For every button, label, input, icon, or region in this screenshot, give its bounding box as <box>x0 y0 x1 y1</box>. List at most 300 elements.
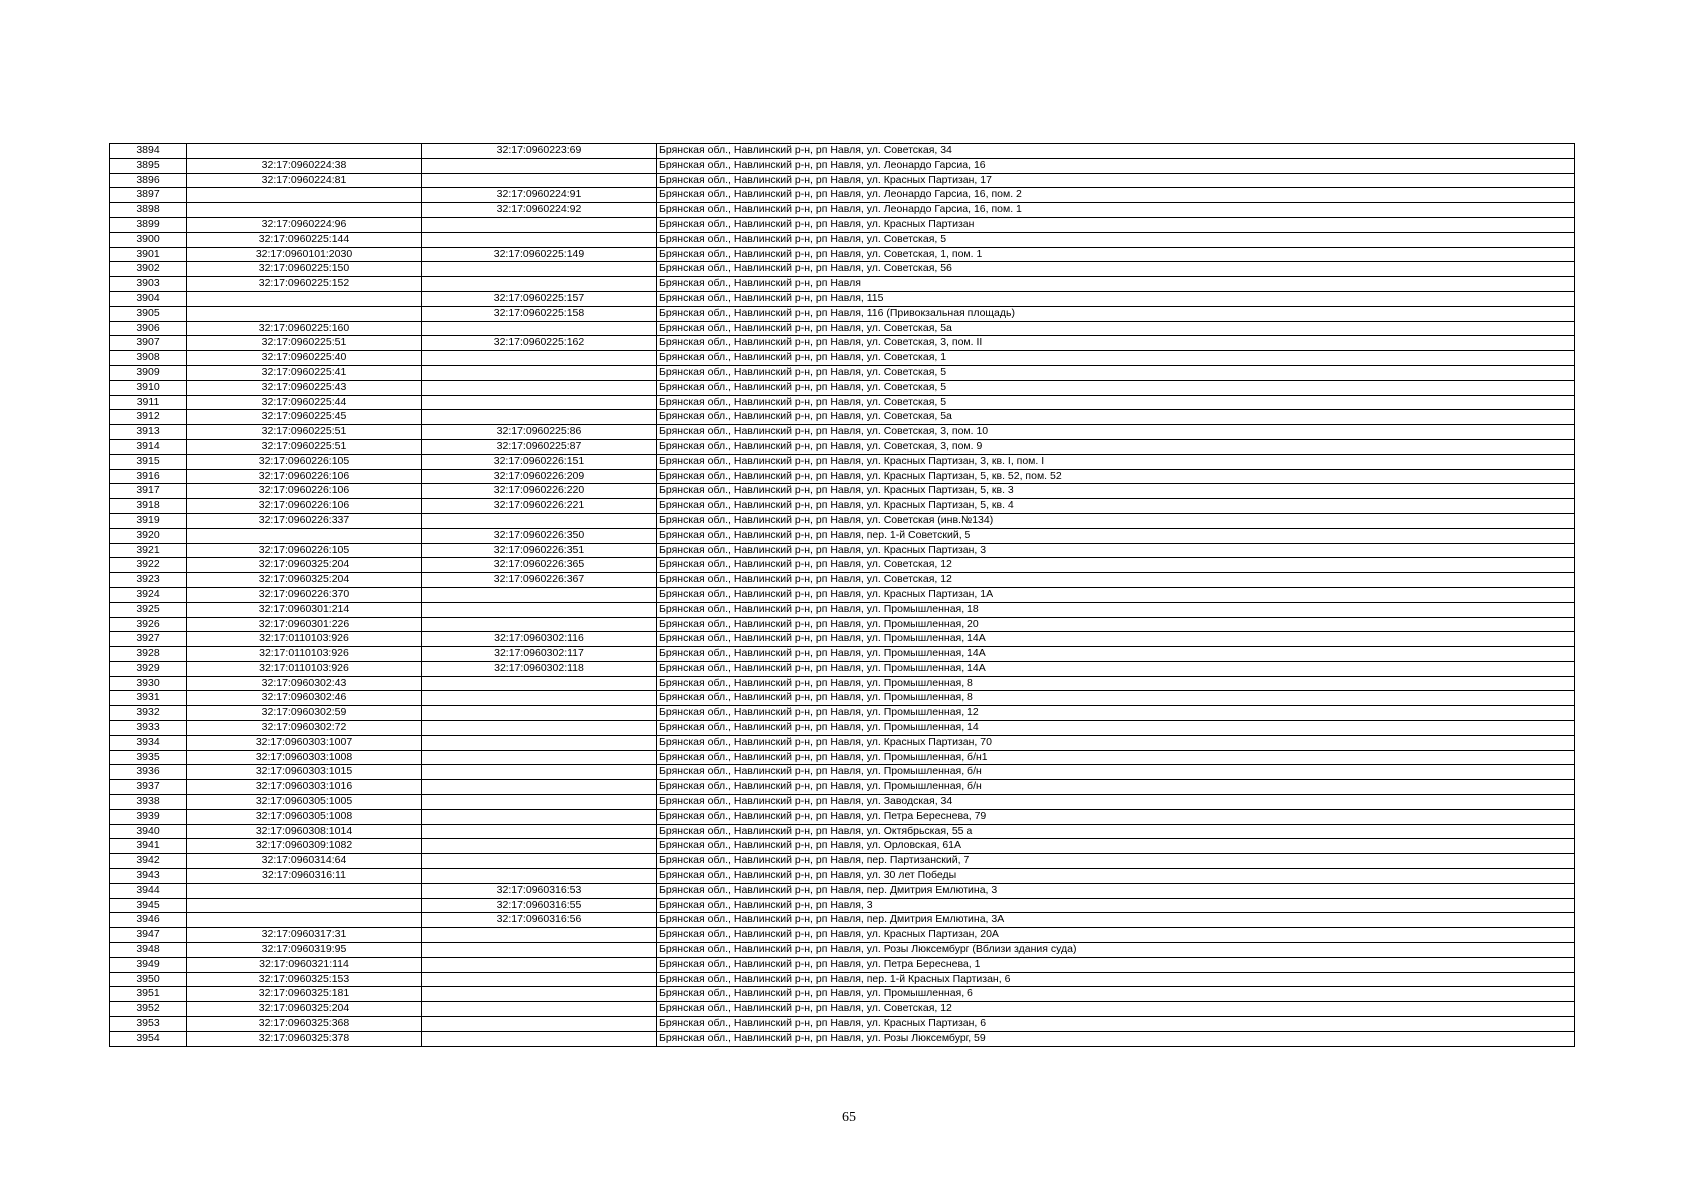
row-number-cell: 3949 <box>110 957 187 972</box>
land-cadastral-number-cell: 32:17:0960303:1016 <box>187 780 422 795</box>
property-table-body <box>110 144 1575 1047</box>
address-cell: Брянская обл., Навлинский р-н, рп Навля, ул. Советская, 1, пом. 1 <box>657 247 1575 262</box>
address-cell: Брянская обл., Навлинский р-н, рп Навля, ул. Заводская, 34 <box>657 795 1575 810</box>
building-cadastral-number-cell: 32:17:0960225:86 <box>422 425 657 440</box>
table-row <box>110 765 1575 780</box>
building-cadastral-number-cell <box>422 957 657 972</box>
table-row <box>110 943 1575 958</box>
address-cell: Брянская обл., Навлинский р-н, рп Навля, ул. Советская, 12 <box>657 558 1575 573</box>
building-cadastral-number-cell <box>422 173 657 188</box>
land-cadastral-number-cell: 32:17:0960225:44 <box>187 395 422 410</box>
address-cell: Брянская обл., Навлинский р-н, рп Навля, ул. Промышленная, 20 <box>657 617 1575 632</box>
address-cell: Брянская обл., Навлинский р-н, рп Навля, ул. Советская, 12 <box>657 1002 1575 1017</box>
table-row <box>110 602 1575 617</box>
address-cell: Брянская обл., Навлинский р-н, рп Навля, ул. Советская, 5 <box>657 380 1575 395</box>
land-cadastral-number-cell: 32:17:0960226:106 <box>187 469 422 484</box>
land-cadastral-number-cell <box>187 291 422 306</box>
address-cell: Брянская обл., Навлинский р-н, рп Навля, ул. Красных Партизан, 3 <box>657 543 1575 558</box>
table-row <box>110 528 1575 543</box>
land-cadastral-number-cell <box>187 883 422 898</box>
land-cadastral-number-cell: 32:17:0960319:95 <box>187 943 422 958</box>
land-cadastral-number-cell <box>187 203 422 218</box>
building-cadastral-number-cell <box>422 262 657 277</box>
table-row <box>110 735 1575 750</box>
building-cadastral-number-cell: 32:17:0960224:91 <box>422 188 657 203</box>
building-cadastral-number-cell: 32:17:0960223:69 <box>422 144 657 159</box>
row-number-cell: 3904 <box>110 291 187 306</box>
table-row <box>110 351 1575 366</box>
row-number-cell: 3950 <box>110 972 187 987</box>
land-cadastral-number-cell: 32:17:0960302:43 <box>187 676 422 691</box>
row-number-cell: 3931 <box>110 691 187 706</box>
building-cadastral-number-cell <box>422 410 657 425</box>
building-cadastral-number-cell: 32:17:0960302:117 <box>422 647 657 662</box>
land-cadastral-number-cell: 32:17:0960225:160 <box>187 321 422 336</box>
land-cadastral-number-cell: 32:17:0960225:150 <box>187 262 422 277</box>
address-cell: Брянская обл., Навлинский р-н, рп Навля, ул. Розы Люксембург, 59 <box>657 1031 1575 1046</box>
land-cadastral-number-cell: 32:17:0960225:51 <box>187 439 422 454</box>
building-cadastral-number-cell <box>422 1002 657 1017</box>
land-cadastral-number-cell: 32:17:0960305:1005 <box>187 795 422 810</box>
table-row <box>110 262 1575 277</box>
land-cadastral-number-cell: 32:17:0960325:153 <box>187 972 422 987</box>
table-row <box>110 883 1575 898</box>
table-row <box>110 395 1575 410</box>
building-cadastral-number-cell: 32:17:0960226:151 <box>422 454 657 469</box>
building-cadastral-number-cell <box>422 750 657 765</box>
address-cell: Брянская обл., Навлинский р-н, рп Навля, ул. Красных Партизан, 3, кв. I, пом. I <box>657 454 1575 469</box>
address-cell: Брянская обл., Навлинский р-н, рп Навля, ул. Советская, 3, пом. II <box>657 336 1575 351</box>
table-row <box>110 928 1575 943</box>
row-number-cell: 3905 <box>110 306 187 321</box>
land-cadastral-number-cell: 32:17:0960309:1082 <box>187 839 422 854</box>
row-number-cell: 3926 <box>110 617 187 632</box>
land-cadastral-number-cell: 32:17:0110103:926 <box>187 647 422 662</box>
row-number-cell: 3936 <box>110 765 187 780</box>
building-cadastral-number-cell: 32:17:0960226:367 <box>422 573 657 588</box>
row-number-cell: 3923 <box>110 573 187 588</box>
address-cell: Брянская обл., Навлинский р-н, рп Навля, ул. Розы Люксембург (Вблизи здания суда) <box>657 943 1575 958</box>
row-number-cell: 3922 <box>110 558 187 573</box>
building-cadastral-number-cell: 32:17:0960225:157 <box>422 291 657 306</box>
building-cadastral-number-cell: 32:17:0960226:221 <box>422 499 657 514</box>
land-cadastral-number-cell: 32:17:0110103:926 <box>187 661 422 676</box>
row-number-cell: 3934 <box>110 735 187 750</box>
table-row <box>110 617 1575 632</box>
building-cadastral-number-cell <box>422 735 657 750</box>
building-cadastral-number-cell <box>422 365 657 380</box>
row-number-cell: 3941 <box>110 839 187 854</box>
address-cell: Брянская обл., Навлинский р-н, рп Навля, ул. Советская, 5а <box>657 321 1575 336</box>
row-number-cell: 3897 <box>110 188 187 203</box>
building-cadastral-number-cell: 32:17:0960225:162 <box>422 336 657 351</box>
land-cadastral-number-cell: 32:17:0960226:105 <box>187 543 422 558</box>
row-number-cell: 3954 <box>110 1031 187 1046</box>
row-number-cell: 3933 <box>110 721 187 736</box>
land-cadastral-number-cell: 32:17:0960317:31 <box>187 928 422 943</box>
address-cell: Брянская обл., Навлинский р-н, рп Навля, ул. Красных Партизан <box>657 217 1575 232</box>
table-row <box>110 632 1575 647</box>
address-cell: Брянская обл., Навлинский р-н, рп Навля, ул. Леонардо Гарсиа, 16, пом. 1 <box>657 203 1575 218</box>
row-number-cell: 3896 <box>110 173 187 188</box>
table-row <box>110 750 1575 765</box>
building-cadastral-number-cell: 32:17:0960226:350 <box>422 528 657 543</box>
row-number-cell: 3930 <box>110 676 187 691</box>
row-number-cell: 3911 <box>110 395 187 410</box>
building-cadastral-number-cell: 32:17:0960226:351 <box>422 543 657 558</box>
table-row <box>110 676 1575 691</box>
address-cell: Брянская обл., Навлинский р-н, рп Навля <box>657 277 1575 292</box>
row-number-cell: 3900 <box>110 232 187 247</box>
row-number-cell: 3913 <box>110 425 187 440</box>
address-cell: Брянская обл., Навлинский р-н, рп Навля, ул. 30 лет Победы <box>657 869 1575 884</box>
address-cell: Брянская обл., Навлинский р-н, рп Навля, ул. Леонардо Гарсиа, 16, пом. 2 <box>657 188 1575 203</box>
building-cadastral-number-cell <box>422 972 657 987</box>
address-cell: Брянская обл., Навлинский р-н, рп Навля, ул. Советская, 1 <box>657 351 1575 366</box>
table-row <box>110 809 1575 824</box>
address-cell: Брянская обл., Навлинский р-н, рп Навля, ул. Советская, 3, пом. 9 <box>657 439 1575 454</box>
row-number-cell: 3901 <box>110 247 187 262</box>
building-cadastral-number-cell <box>422 277 657 292</box>
row-number-cell: 3909 <box>110 365 187 380</box>
address-cell: Брянская обл., Навлинский р-н, рп Навля, 3 <box>657 898 1575 913</box>
table-row <box>110 499 1575 514</box>
address-cell: Брянская обл., Навлинский р-н, рп Навля, пер. 1-й Советский, 5 <box>657 528 1575 543</box>
address-cell: Брянская обл., Навлинский р-н, рп Навля, ул. Промышленная, 8 <box>657 691 1575 706</box>
land-cadastral-number-cell: 32:17:0960325:204 <box>187 558 422 573</box>
row-number-cell: 3910 <box>110 380 187 395</box>
row-number-cell: 3918 <box>110 499 187 514</box>
building-cadastral-number-cell <box>422 987 657 1002</box>
land-cadastral-number-cell: 32:17:0960225:43 <box>187 380 422 395</box>
table-row <box>110 144 1575 159</box>
building-cadastral-number-cell <box>422 721 657 736</box>
building-cadastral-number-cell <box>422 587 657 602</box>
building-cadastral-number-cell: 32:17:0960226:209 <box>422 469 657 484</box>
land-cadastral-number-cell: 32:17:0960301:226 <box>187 617 422 632</box>
address-cell: Брянская обл., Навлинский р-н, рп Навля, ул. Красных Партизан, 17 <box>657 173 1575 188</box>
building-cadastral-number-cell <box>422 839 657 854</box>
land-cadastral-number-cell: 32:17:0960301:214 <box>187 602 422 617</box>
row-number-cell: 3935 <box>110 750 187 765</box>
row-number-cell: 3907 <box>110 336 187 351</box>
address-cell: Брянская обл., Навлинский р-н, рп Навля, пер. Дмитрия Емлютина, 3 <box>657 883 1575 898</box>
land-cadastral-number-cell: 32:17:0960226:105 <box>187 454 422 469</box>
table-row <box>110 869 1575 884</box>
table-row <box>110 380 1575 395</box>
table-row <box>110 1002 1575 1017</box>
land-cadastral-number-cell: 32:17:0960225:144 <box>187 232 422 247</box>
row-number-cell: 3927 <box>110 632 187 647</box>
building-cadastral-number-cell <box>422 854 657 869</box>
row-number-cell: 3952 <box>110 1002 187 1017</box>
table-row <box>110 365 1575 380</box>
land-cadastral-number-cell: 32:17:0960302:72 <box>187 721 422 736</box>
building-cadastral-number-cell <box>422 809 657 824</box>
land-cadastral-number-cell: 32:17:0110103:926 <box>187 632 422 647</box>
land-cadastral-number-cell: 32:17:0960225:152 <box>187 277 422 292</box>
address-cell: Брянская обл., Навлинский р-н, рп Навля, ул. Промышленная, 8 <box>657 676 1575 691</box>
row-number-cell: 3914 <box>110 439 187 454</box>
row-number-cell: 3929 <box>110 661 187 676</box>
table-row <box>110 469 1575 484</box>
table-row <box>110 306 1575 321</box>
row-number-cell: 3919 <box>110 513 187 528</box>
address-cell: Брянская обл., Навлинский р-н, рп Навля, ул. Промышленная, 14А <box>657 632 1575 647</box>
land-cadastral-number-cell: 32:17:0960225:51 <box>187 336 422 351</box>
address-cell: Брянская обл., Навлинский р-н, рп Навля, ул. Промышленная, б/н <box>657 780 1575 795</box>
address-cell: Брянская обл., Навлинский р-н, рп Навля, ул. Промышленная, б/н1 <box>657 750 1575 765</box>
address-cell: Брянская обл., Навлинский р-н, рп Навля, ул. Красных Партизан, 6 <box>657 1017 1575 1032</box>
building-cadastral-number-cell <box>422 869 657 884</box>
row-number-cell: 3898 <box>110 203 187 218</box>
table-row <box>110 795 1575 810</box>
land-cadastral-number-cell <box>187 188 422 203</box>
land-cadastral-number-cell: 32:17:0960305:1008 <box>187 809 422 824</box>
land-cadastral-number-cell <box>187 898 422 913</box>
building-cadastral-number-cell <box>422 1031 657 1046</box>
table-row <box>110 706 1575 721</box>
address-cell: Брянская обл., Навлинский р-н, рп Навля, ул. Промышленная, 18 <box>657 602 1575 617</box>
table-row <box>110 898 1575 913</box>
building-cadastral-number-cell <box>422 706 657 721</box>
address-cell: Брянская обл., Навлинский р-н, рп Навля, пер. Партизанский, 7 <box>657 854 1575 869</box>
land-cadastral-number-cell: 32:17:0960303:1007 <box>187 735 422 750</box>
row-number-cell: 3940 <box>110 824 187 839</box>
table-row <box>110 661 1575 676</box>
row-number-cell: 3899 <box>110 217 187 232</box>
table-row <box>110 721 1575 736</box>
building-cadastral-number-cell <box>422 158 657 173</box>
building-cadastral-number-cell: 32:17:0960302:118 <box>422 661 657 676</box>
address-cell: Брянская обл., Навлинский р-н, рп Навля, пер. Дмитрия Емлютина, 3А <box>657 913 1575 928</box>
address-cell: Брянская обл., Навлинский р-н, рп Навля, 116 (Привокзальная площадь) <box>657 306 1575 321</box>
land-cadastral-number-cell: 32:17:0960302:46 <box>187 691 422 706</box>
building-cadastral-number-cell: 32:17:0960316:56 <box>422 913 657 928</box>
row-number-cell: 3945 <box>110 898 187 913</box>
table-row <box>110 217 1575 232</box>
land-cadastral-number-cell: 32:17:0960321:114 <box>187 957 422 972</box>
table-row <box>110 854 1575 869</box>
row-number-cell: 3902 <box>110 262 187 277</box>
land-cadastral-number-cell: 32:17:0960325:378 <box>187 1031 422 1046</box>
row-number-cell: 3928 <box>110 647 187 662</box>
table-row <box>110 247 1575 262</box>
land-cadastral-number-cell <box>187 528 422 543</box>
building-cadastral-number-cell: 32:17:0960225:149 <box>422 247 657 262</box>
table-row <box>110 513 1575 528</box>
table-row <box>110 824 1575 839</box>
row-number-cell: 3925 <box>110 602 187 617</box>
building-cadastral-number-cell: 32:17:0960316:53 <box>422 883 657 898</box>
building-cadastral-number-cell <box>422 380 657 395</box>
row-number-cell: 3912 <box>110 410 187 425</box>
land-cadastral-number-cell: 32:17:0960224:38 <box>187 158 422 173</box>
table-row <box>110 558 1575 573</box>
land-cadastral-number-cell: 32:17:0960224:96 <box>187 217 422 232</box>
page-number: 65 <box>842 1110 856 1125</box>
land-cadastral-number-cell: 32:17:0960226:337 <box>187 513 422 528</box>
row-number-cell: 3937 <box>110 780 187 795</box>
building-cadastral-number-cell <box>422 351 657 366</box>
building-cadastral-number-cell <box>422 691 657 706</box>
row-number-cell: 3939 <box>110 809 187 824</box>
table-row <box>110 158 1575 173</box>
row-number-cell: 3948 <box>110 943 187 958</box>
building-cadastral-number-cell <box>422 617 657 632</box>
table-row <box>110 439 1575 454</box>
address-cell: Брянская обл., Навлинский р-н, рп Навля, ул. Красных Партизан, 5, кв. 4 <box>657 499 1575 514</box>
address-cell: Брянская обл., Навлинский р-н, рп Навля, ул. Промышленная, 12 <box>657 706 1575 721</box>
row-number-cell: 3946 <box>110 913 187 928</box>
building-cadastral-number-cell <box>422 217 657 232</box>
address-cell: Брянская обл., Навлинский р-н, рп Навля, ул. Советская, 5 <box>657 232 1575 247</box>
address-cell: Брянская обл., Навлинский р-н, рп Навля, ул. Петра Береснева, 1 <box>657 957 1575 972</box>
table-row <box>110 587 1575 602</box>
row-number-cell: 3953 <box>110 1017 187 1032</box>
land-cadastral-number-cell: 32:17:0960314:64 <box>187 854 422 869</box>
address-cell: Брянская обл., Навлинский р-н, рп Навля, ул. Промышленная, 14 <box>657 721 1575 736</box>
address-cell: Брянская обл., Навлинский р-н, рп Навля, ул. Советская (инв.№134) <box>657 513 1575 528</box>
table-row <box>110 188 1575 203</box>
row-number-cell: 3938 <box>110 795 187 810</box>
address-cell: Брянская обл., Навлинский р-н, рп Навля, ул. Советская, 5 <box>657 395 1575 410</box>
land-cadastral-number-cell: 32:17:0960225:45 <box>187 410 422 425</box>
building-cadastral-number-cell <box>422 395 657 410</box>
table-row <box>110 987 1575 1002</box>
land-cadastral-number-cell: 32:17:0960308:1014 <box>187 824 422 839</box>
row-number-cell: 3906 <box>110 321 187 336</box>
table-row <box>110 173 1575 188</box>
row-number-cell: 3895 <box>110 158 187 173</box>
table-row <box>110 543 1575 558</box>
table-row <box>110 336 1575 351</box>
row-number-cell: 3908 <box>110 351 187 366</box>
row-number-cell: 3947 <box>110 928 187 943</box>
building-cadastral-number-cell <box>422 780 657 795</box>
address-cell: Брянская обл., Навлинский р-н, рп Навля, ул. Советская, 3, пом. 10 <box>657 425 1575 440</box>
building-cadastral-number-cell <box>422 676 657 691</box>
address-cell: Брянская обл., Навлинский р-н, рп Навля, ул. Леонардо Гарсиа, 16 <box>657 158 1575 173</box>
land-cadastral-number-cell <box>187 306 422 321</box>
row-number-cell: 3932 <box>110 706 187 721</box>
table-row <box>110 425 1575 440</box>
land-cadastral-number-cell: 32:17:0960325:181 <box>187 987 422 1002</box>
table-row <box>110 913 1575 928</box>
address-cell: Брянская обл., Навлинский р-н, рп Навля, ул. Орловская, 61А <box>657 839 1575 854</box>
building-cadastral-number-cell <box>422 795 657 810</box>
address-cell: Брянская обл., Навлинский р-н, рп Навля, ул. Петра Береснева, 79 <box>657 809 1575 824</box>
address-cell: Брянская обл., Навлинский р-н, рп Навля, пер. 1-й Красных Партизан, 6 <box>657 972 1575 987</box>
table-row <box>110 780 1575 795</box>
table-row <box>110 203 1575 218</box>
table-row <box>110 277 1575 292</box>
land-cadastral-number-cell: 32:17:0960225:40 <box>187 351 422 366</box>
building-cadastral-number-cell: 32:17:0960302:116 <box>422 632 657 647</box>
table-row <box>110 972 1575 987</box>
table-row <box>110 691 1575 706</box>
land-cadastral-number-cell <box>187 913 422 928</box>
address-cell: Брянская обл., Навлинский р-н, рп Навля, ул. Советская, 12 <box>657 573 1575 588</box>
building-cadastral-number-cell <box>422 513 657 528</box>
building-cadastral-number-cell <box>422 321 657 336</box>
land-cadastral-number-cell: 32:17:0960225:51 <box>187 425 422 440</box>
address-cell: Брянская обл., Навлинский р-н, рп Навля, ул. Красных Партизан, 20А <box>657 928 1575 943</box>
land-cadastral-number-cell: 32:17:0960226:106 <box>187 499 422 514</box>
table-row <box>110 484 1575 499</box>
row-number-cell: 3894 <box>110 144 187 159</box>
land-cadastral-number-cell: 32:17:0960316:11 <box>187 869 422 884</box>
table-row <box>110 957 1575 972</box>
building-cadastral-number-cell <box>422 602 657 617</box>
table-row <box>110 573 1575 588</box>
row-number-cell: 3917 <box>110 484 187 499</box>
building-cadastral-number-cell: 32:17:0960226:365 <box>422 558 657 573</box>
address-cell: Брянская обл., Навлинский р-н, рп Навля, ул. Советская, 56 <box>657 262 1575 277</box>
land-cadastral-number-cell: 32:17:0960325:204 <box>187 573 422 588</box>
building-cadastral-number-cell: 32:17:0960225:158 <box>422 306 657 321</box>
land-cadastral-number-cell: 32:17:0960226:370 <box>187 587 422 602</box>
address-cell: Брянская обл., Навлинский р-н, рп Навля, 115 <box>657 291 1575 306</box>
row-number-cell: 3942 <box>110 854 187 869</box>
row-number-cell: 3951 <box>110 987 187 1002</box>
row-number-cell: 3920 <box>110 528 187 543</box>
address-cell: Брянская обл., Навлинский р-н, рп Навля, ул. Советская, 5а <box>657 410 1575 425</box>
building-cadastral-number-cell: 32:17:0960226:220 <box>422 484 657 499</box>
row-number-cell: 3915 <box>110 454 187 469</box>
building-cadastral-number-cell <box>422 232 657 247</box>
address-cell: Брянская обл., Навлинский р-н, рп Навля, ул. Советская, 5 <box>657 365 1575 380</box>
address-cell: Брянская обл., Навлинский р-н, рп Навля, ул. Промышленная, 14А <box>657 647 1575 662</box>
address-cell: Брянская обл., Навлинский р-н, рп Навля, ул. Советская, 34 <box>657 144 1575 159</box>
address-cell: Брянская обл., Навлинский р-н, рп Навля, ул. Промышленная, 6 <box>657 987 1575 1002</box>
land-cadastral-number-cell: 32:17:0960101:2030 <box>187 247 422 262</box>
land-cadastral-number-cell: 32:17:0960302:59 <box>187 706 422 721</box>
building-cadastral-number-cell <box>422 824 657 839</box>
building-cadastral-number-cell: 32:17:0960316:55 <box>422 898 657 913</box>
address-cell: Брянская обл., Навлинский р-н, рп Навля, ул. Красных Партизан, 5, кв. 52, пом. 52 <box>657 469 1575 484</box>
table-row <box>110 454 1575 469</box>
building-cadastral-number-cell <box>422 1017 657 1032</box>
building-cadastral-number-cell <box>422 943 657 958</box>
property-table <box>109 143 1575 1047</box>
table-row <box>110 1031 1575 1046</box>
address-cell: Брянская обл., Навлинский р-н, рп Навля, ул. Красных Партизан, 5, кв. 3 <box>657 484 1575 499</box>
row-number-cell: 3903 <box>110 277 187 292</box>
land-cadastral-number-cell: 32:17:0960325:204 <box>187 1002 422 1017</box>
building-cadastral-number-cell <box>422 765 657 780</box>
address-cell: Брянская обл., Навлинский р-н, рп Навля, ул. Красных Партизан, 70 <box>657 735 1575 750</box>
table-row <box>110 839 1575 854</box>
table-row <box>110 291 1575 306</box>
land-cadastral-number-cell: 32:17:0960303:1015 <box>187 765 422 780</box>
land-cadastral-number-cell: 32:17:0960325:368 <box>187 1017 422 1032</box>
table-row <box>110 1017 1575 1032</box>
row-number-cell: 3924 <box>110 587 187 602</box>
land-cadastral-number-cell: 32:17:0960226:106 <box>187 484 422 499</box>
land-cadastral-number-cell: 32:17:0960224:81 <box>187 173 422 188</box>
address-cell: Брянская обл., Навлинский р-н, рп Навля, ул. Красных Партизан, 1А <box>657 587 1575 602</box>
table-row <box>110 647 1575 662</box>
address-cell: Брянская обл., Навлинский р-н, рп Навля, ул. Октябрьская, 55 а <box>657 824 1575 839</box>
row-number-cell: 3916 <box>110 469 187 484</box>
table-row <box>110 232 1575 247</box>
table-row <box>110 410 1575 425</box>
address-cell: Брянская обл., Навлинский р-н, рп Навля, ул. Промышленная, б/н <box>657 765 1575 780</box>
land-cadastral-number-cell: 32:17:0960225:41 <box>187 365 422 380</box>
land-cadastral-number-cell: 32:17:0960303:1008 <box>187 750 422 765</box>
table-row <box>110 321 1575 336</box>
